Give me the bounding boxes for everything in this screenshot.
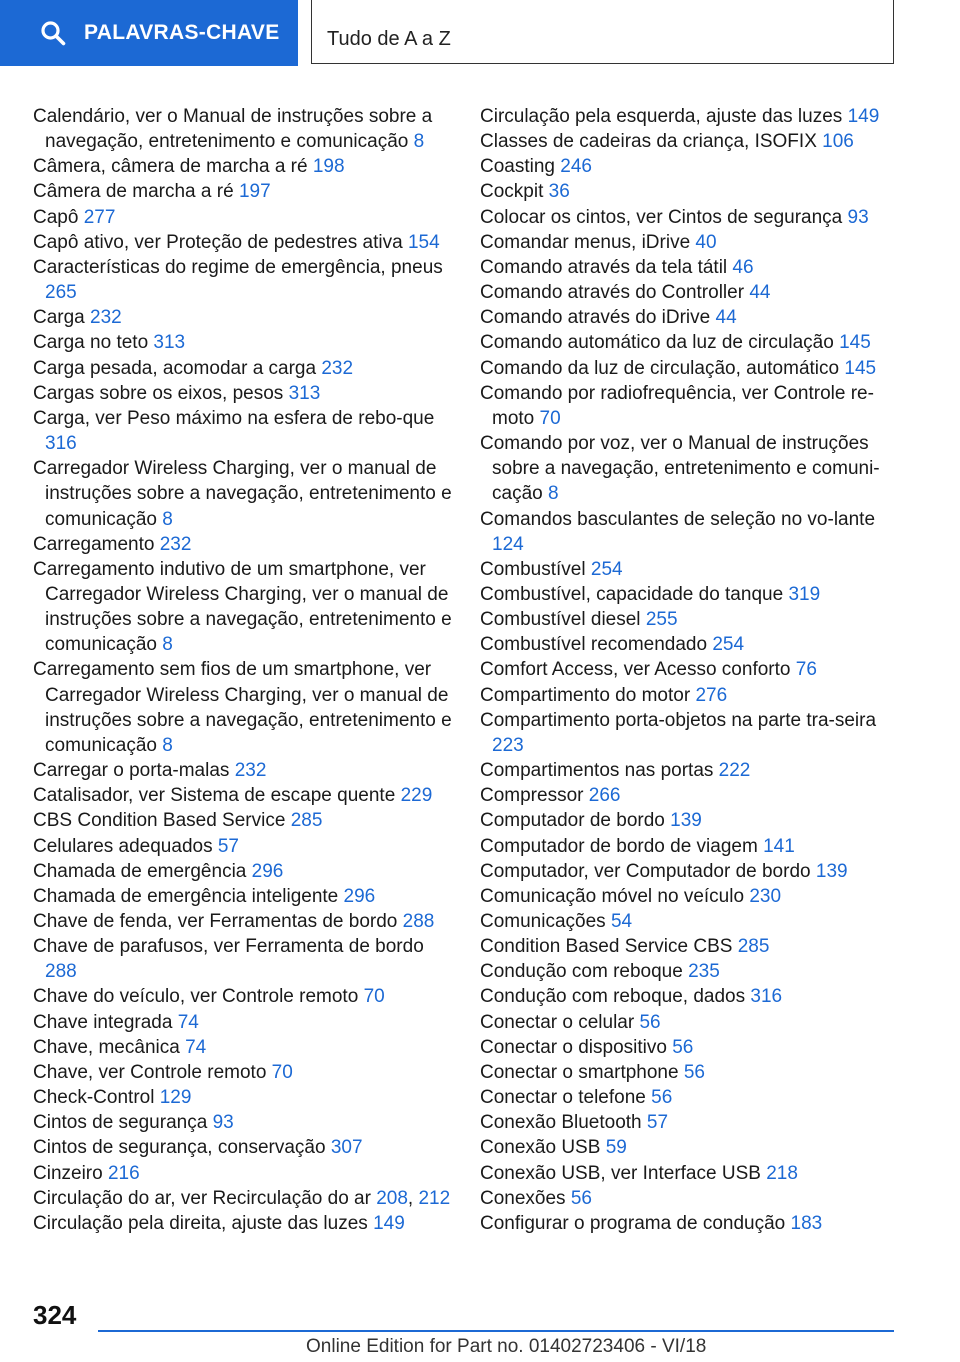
index-entry <box>480 381 900 431</box>
page-reference-link[interactable]: 149 <box>373 1212 405 1234</box>
index-entry-term: Chave de parafusos, ver Ferramenta de bordo <box>33 936 424 958</box>
index-entry-term: Comandos basculantes de seleção no vo-lante <box>480 508 876 530</box>
page-reference-link[interactable]: 74 <box>177 1011 199 1033</box>
index-entry <box>480 1186 900 1211</box>
page-reference-link[interactable]: 74 <box>185 1036 207 1058</box>
footer-edition-text: Online Edition for Part no. 01402723406 - VI/18 <box>306 1336 707 1357</box>
index-entry-term: Calendário, ver o Manual de instruções sobre a navegação, entretenimento e comunicação <box>33 106 433 153</box>
index-entry-term: Comfort Access, ver Acesso conforto <box>480 659 791 681</box>
index-entry-term: Carregamento <box>33 533 155 555</box>
index-entry <box>33 154 453 179</box>
index-entry-term: Carga pesada, acomodar a carga <box>33 357 317 379</box>
page-reference-link[interactable]: 70 <box>271 1061 293 1083</box>
index-entry <box>480 959 900 984</box>
index-entry <box>480 230 900 255</box>
index-entry-term: Carregador Wireless Charging, ver o manual de instruções sobre a navegação, entretenimento e comunicação <box>33 458 452 530</box>
page-reference-link[interactable]: 44 <box>749 282 771 304</box>
index-entry <box>33 456 453 531</box>
page-reference-link[interactable]: 93 <box>212 1112 234 1134</box>
page-reference-link[interactable]: 8 <box>547 483 559 505</box>
page-reference-link[interactable]: 154 <box>407 231 440 253</box>
index-entry-term: Conectar o smartphone <box>480 1061 679 1083</box>
index-entry <box>33 305 453 330</box>
index-entry-term: Comando através do iDrive <box>480 307 711 329</box>
index-entry-term: Comandar menus, iDrive <box>480 231 691 253</box>
index-entry <box>480 305 900 330</box>
page-reference-link[interactable]: 296 <box>343 885 376 907</box>
index-entry-term: Comando através do Controller <box>480 282 745 304</box>
index-entry <box>480 708 900 758</box>
index-entry <box>33 356 453 381</box>
page-reference-link[interactable]: 254 <box>712 634 745 656</box>
index-entry <box>480 632 900 657</box>
index-entry-term: Capô ativo, ver Proteção de pedestres ativa <box>33 231 403 253</box>
index-entry <box>33 230 453 255</box>
index-entry <box>480 104 900 129</box>
page-reference-link[interactable]: 139 <box>670 810 702 832</box>
index-column-left <box>33 104 453 1236</box>
index-entry-term: Carga <box>33 307 85 329</box>
index-entry <box>480 884 900 909</box>
page-reference-link[interactable]: 222 <box>718 760 751 782</box>
page-reference-link[interactable]: 70 <box>539 407 561 429</box>
index-entry-term: Cintos de segurança <box>33 1112 208 1134</box>
index-entry <box>480 154 900 179</box>
index-entry <box>33 758 453 783</box>
index-a-to-z-tab[interactable] <box>311 0 894 64</box>
page-reference-link[interactable]: 46 <box>732 256 754 278</box>
index-entry-term: Conectar o telefone <box>480 1087 646 1109</box>
index-entry-term: Chave de fenda, ver Ferramentas de bordo <box>33 911 398 932</box>
page-reference-link[interactable]: 149 <box>847 106 880 127</box>
index-entry <box>33 1211 453 1236</box>
page-reference-link[interactable]: 8 <box>162 508 173 530</box>
index-entry <box>33 532 453 557</box>
page-reference-link[interactable]: 44 <box>715 307 737 329</box>
page-reference-link[interactable]: 93 <box>847 206 869 228</box>
index-entry <box>33 808 453 833</box>
index-entry-term: Características do regime de emergência, pneus <box>33 256 443 278</box>
index-entry <box>480 984 900 1009</box>
page-reference-link[interactable]: 254 <box>590 558 623 580</box>
page-number: 324 <box>33 1300 77 1330</box>
page-reference-link[interactable]: 232 <box>321 357 354 379</box>
page-reference-link[interactable]: 56 <box>672 1036 694 1058</box>
index-entry-term: Combustível <box>480 558 586 580</box>
index-entry-term: Configurar o programa de condução <box>480 1212 786 1234</box>
index-entry <box>33 1035 453 1060</box>
page-reference-link[interactable]: 316 <box>45 433 77 455</box>
index-entry-term: Chave do veículo, ver Controle remoto <box>33 986 359 1008</box>
page-reference-link[interactable]: 76 <box>795 659 817 681</box>
page-reference-link[interactable]: 223 <box>492 734 524 756</box>
index-entry-term: Classes de cadeiras da criança, ISOFIX <box>480 131 817 153</box>
index-entry-term: Carga, ver Peso máximo na esfera de rebo-que <box>33 407 435 429</box>
index-entry-term: Conectar o dispositivo <box>480 1036 667 1058</box>
search-icon <box>38 18 68 48</box>
page-reference-link[interactable]: 129 <box>159 1087 192 1109</box>
index-entry-term: Combustível diesel <box>480 609 641 631</box>
index-entry <box>33 179 453 204</box>
index-entry <box>480 1035 900 1060</box>
index-entry-term: Conexão USB <box>480 1137 601 1159</box>
index-entry-term: Câmera, câmera de marcha a ré <box>33 156 308 178</box>
page-reference-link[interactable]: 198 <box>312 156 345 178</box>
index-entry <box>33 205 453 230</box>
page-reference-link[interactable]: 313 <box>288 382 321 404</box>
index-entry-term: Carregamento indutivo de um smartphone, ver Carregador Wireless Charging, ver o manual de instruções sobre a navegação, entretenimento e comunicação <box>33 558 452 656</box>
page-reference-link[interactable]: 8 <box>162 734 173 756</box>
index-entry-term: Chave, mecânica <box>33 1036 180 1058</box>
index-column-right <box>480 104 900 1236</box>
page-reference-link[interactable]: 266 <box>588 785 621 807</box>
page-reference-link[interactable]: 183 <box>790 1212 823 1234</box>
keywords-button-label: PALAVRAS-CHAVE <box>84 21 280 44</box>
page-reference-link[interactable]: 232 <box>234 760 267 782</box>
page-reference-link[interactable]: 145 <box>839 332 871 354</box>
index-entry <box>480 507 900 557</box>
page-reference-link[interactable]: 285 <box>737 936 770 958</box>
index-entry-term: Compartimentos nas portas <box>480 760 714 782</box>
index-entry-term: Circulação do ar, ver Recirculação do ar <box>33 1187 371 1209</box>
page-reference-link[interactable]: 57 <box>646 1112 669 1134</box>
index-entry <box>480 607 900 632</box>
index-entry <box>480 783 900 808</box>
index-entry <box>33 255 453 305</box>
page-reference-link[interactable]: 232 <box>90 307 122 329</box>
index-entry-term: CBS Condition Based Service <box>33 810 286 832</box>
index-entry-term: Check-Control <box>33 1087 155 1109</box>
index-entry-term: Câmera de marcha a ré <box>33 181 234 203</box>
page-reference-link[interactable]: 276 <box>695 684 728 706</box>
index-entry <box>480 909 900 934</box>
page-reference-link[interactable]: 56 <box>651 1087 673 1109</box>
top-navigation <box>0 0 960 68</box>
index-entry-term: Coasting <box>480 156 555 178</box>
index-entry-term: Computador de bordo <box>480 810 665 832</box>
index-entry <box>33 934 453 984</box>
index-entry <box>33 557 453 658</box>
index-entry <box>480 657 900 682</box>
page-reference-link[interactable]: 285 <box>290 810 323 832</box>
page-reference-link[interactable]: 235 <box>688 961 720 983</box>
index-entry <box>480 1060 900 1085</box>
index-entry <box>33 330 453 355</box>
index-entry <box>480 431 900 506</box>
index-entry-term: Comando através da tela tátil <box>480 256 728 278</box>
index-entry-term: Carga no teto <box>33 332 149 354</box>
page-reference-link[interactable]: 197 <box>238 181 271 203</box>
page-reference-link[interactable]: 56 <box>570 1187 592 1209</box>
index-entry <box>480 330 900 355</box>
index-entry-term: Cinzeiro <box>33 1162 103 1184</box>
page-reference-link[interactable]: 208 <box>376 1187 408 1209</box>
page-reference-link[interactable]: 319 <box>788 583 821 605</box>
section-title: Tudo de A a Z <box>327 28 451 50</box>
index-entry-term: Carregar o porta-malas <box>33 760 230 782</box>
index-entry <box>33 1010 453 1035</box>
page-reference-link[interactable]: 316 <box>750 986 783 1008</box>
index-entry-term: Cintos de segurança, conservação <box>33 1137 326 1159</box>
index-entry <box>480 255 900 280</box>
index-entry-term: Circulação pela esquerda, ajuste das luzes <box>480 106 843 127</box>
page-reference-link[interactable]: 230 <box>749 885 782 907</box>
index-entry-term: Comando por radiofrequência, ver Controle re-moto <box>480 382 874 429</box>
index-entry <box>33 1161 453 1186</box>
index-entry <box>33 884 453 909</box>
index-entry-term: Comunicações <box>480 911 606 932</box>
index-entry <box>33 104 453 154</box>
page-reference-link[interactable]: 277 <box>83 206 116 228</box>
index-entry <box>480 582 900 607</box>
index-entry <box>33 381 453 406</box>
page-reference-link[interactable]: 8 <box>162 634 173 656</box>
page-reference-link[interactable]: 307 <box>330 1137 363 1159</box>
index-entry-term: Colocar os cintos, ver Cintos de segurança <box>480 206 843 228</box>
page-reference-link[interactable]: 296 <box>251 860 284 882</box>
index-entry <box>33 1135 453 1160</box>
index-entry-term: Conexão Bluetooth <box>480 1112 642 1134</box>
page-reference-link[interactable]: 141 <box>763 835 795 857</box>
index-entry-term: Computador de bordo de viagem <box>480 835 758 857</box>
page-reference-link[interactable]: 313 <box>153 332 186 354</box>
page-reference-link[interactable]: 56 <box>639 1011 661 1033</box>
page-reference-link[interactable]: 218 <box>766 1162 798 1184</box>
index-entry <box>480 205 900 230</box>
index-entry <box>33 984 453 1009</box>
index-entry <box>480 1085 900 1110</box>
index-entry <box>480 859 900 884</box>
page-reference-link[interactable]: 59 <box>605 1137 627 1159</box>
index-entry-term: Comunicação móvel no veículo <box>480 885 745 907</box>
index-entry-term: Chamada de emergência inteligente <box>33 885 339 907</box>
page-reference-link[interactable]: 265 <box>45 282 77 304</box>
index-entry-term: Cockpit <box>480 181 544 203</box>
page-reference-link[interactable]: 139 <box>815 860 848 882</box>
index-entry <box>480 356 900 381</box>
page-reference-link[interactable]: 255 <box>645 609 678 631</box>
index-entry-term: Catalisador, ver Sistema de escape quente <box>33 785 396 807</box>
page-reference-link[interactable]: 229 <box>400 785 433 807</box>
index-entry <box>480 834 900 859</box>
index-entry-term: Comando automático da luz de circulação <box>480 332 834 354</box>
index-entry <box>480 280 900 305</box>
index-entry-term: Compressor <box>480 785 584 807</box>
index-entry <box>480 808 900 833</box>
index-entry <box>480 1110 900 1135</box>
index-entry-term: Condition Based Service CBS <box>480 936 733 958</box>
keywords-button[interactable] <box>0 0 298 66</box>
index-entry-term: Conexões <box>480 1187 566 1209</box>
page-reference-link[interactable]: 232 <box>159 533 192 555</box>
index-entry-term: Chave integrada <box>33 1011 173 1033</box>
index-entry <box>33 783 453 808</box>
index-entry <box>33 909 453 934</box>
index-entry-term: Compartimento porta-objetos na parte tra-seira <box>480 709 877 731</box>
index-entry <box>480 1010 900 1035</box>
index-entry-term: Cargas sobre os eixos, pesos <box>33 382 284 404</box>
index-entry-term: Circulação pela direita, ajuste das luzes <box>33 1212 368 1234</box>
page-reference-link[interactable]: 246 <box>560 156 592 178</box>
index-entry-term: Comando da luz de circulação, automático <box>480 357 840 379</box>
index-entry <box>480 557 900 582</box>
page-reference-link[interactable]: 288 <box>45 961 77 983</box>
index-entry <box>480 129 900 154</box>
page-reference-link[interactable]: 288 <box>402 911 435 932</box>
footer-divider <box>98 1330 894 1332</box>
page-reference-link[interactable]: 8 <box>413 131 425 153</box>
index-entry <box>33 1110 453 1135</box>
index-entry: Circulação do ar, ver Recirculação do ar 208, 212 <box>33 1187 451 1209</box>
page-reference-link[interactable]: 57 <box>217 835 239 857</box>
index-entry-term: Capô <box>33 206 79 228</box>
index-entry <box>480 1135 900 1160</box>
index-entry <box>480 934 900 959</box>
index-entry-term: Condução com reboque, dados <box>480 986 746 1008</box>
index-entry-term: Combustível recomendado <box>480 634 708 656</box>
index-entry <box>33 859 453 884</box>
index-entry <box>33 406 453 456</box>
page-reference-link[interactable]: 212 <box>418 1187 451 1209</box>
index-entry <box>480 1211 900 1236</box>
index-entry-term: Computador, ver Computador de bordo <box>480 860 811 882</box>
page-reference-link[interactable]: 36 <box>548 181 570 203</box>
index-entry <box>480 683 900 708</box>
index-entry-term: Chave, ver Controle remoto <box>33 1061 267 1083</box>
index-entry <box>480 758 900 783</box>
page-reference-link[interactable]: 56 <box>683 1061 705 1083</box>
index-entry <box>480 1161 900 1186</box>
page-reference-link[interactable]: 124 <box>492 533 524 555</box>
index-entry-term: Compartimento do motor <box>480 684 691 706</box>
index-entry <box>480 179 900 204</box>
index-entry <box>33 1085 453 1110</box>
index-entry-term: Celulares adequados <box>33 835 213 857</box>
page-reference-link[interactable]: 70 <box>363 986 385 1008</box>
index-entry-term: Conexão USB, ver Interface USB <box>480 1162 761 1184</box>
index-entry-term: Carregamento sem fios de um smartphone, ver Carregador Wireless Charging, ver o manual de instruções sobre a navegação, entretenimento e comunicação <box>33 659 452 756</box>
index-entry <box>33 657 453 758</box>
page-reference-link[interactable]: 145 <box>844 357 877 379</box>
index-entry-term: Chamada de emergência <box>33 860 247 882</box>
index-entry-term: Conectar o celular <box>480 1011 635 1033</box>
index-entry-term: Condução com reboque <box>480 961 683 983</box>
page-reference-link[interactable]: 54 <box>610 911 633 932</box>
index-entry-term: Comando por voz, ver o Manual de instruções sobre a navegação, entretenimento e comuni-cação <box>480 433 880 505</box>
page-reference-link[interactable]: 106 <box>822 131 854 153</box>
index-entry <box>33 834 453 859</box>
page-reference-link[interactable]: 216 <box>107 1162 140 1184</box>
index-entry <box>33 1060 453 1085</box>
page-reference-link[interactable]: 40 <box>695 231 717 253</box>
index-entry-term: Combustível, capacidade do tanque <box>480 583 784 605</box>
